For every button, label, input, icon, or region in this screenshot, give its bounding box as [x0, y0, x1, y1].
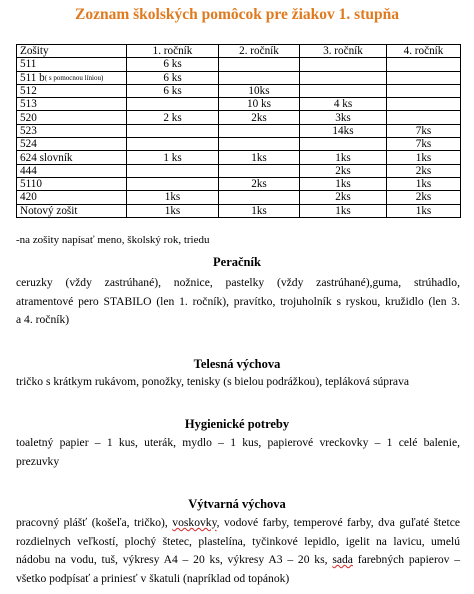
hygiena-line-2: prezuvky: [16, 454, 60, 468]
header-rocnik-4: 4. ročník: [387, 45, 461, 58]
cell-rocnik-2: 2ks: [219, 177, 300, 190]
section-title-peracnik: Peračník: [213, 255, 261, 269]
cell-zosit-label: 513: [20, 98, 37, 111]
table-row: [17, 124, 461, 137]
cell-rocnik-3: 4 ks: [300, 98, 387, 111]
cell-rocnik-1: 2 ks: [127, 111, 219, 124]
section-body-peracnik: [16, 274, 460, 330]
cell-rocnik-1: [127, 177, 219, 190]
cell-rocnik-1: [127, 164, 219, 177]
cell-rocnik-3: [300, 138, 387, 151]
vytvarna-line-2: rozdielnych veľkostí, plochý štetec, plastelína, tyčinkové lepidlo, igelit na lavicu, umelú: [16, 534, 460, 548]
cell-rocnik-1: [127, 98, 219, 111]
table-row: [17, 164, 461, 177]
cell-rocnik-3: 1ks: [300, 151, 387, 164]
cell-rocnik-2: 10 ks: [219, 98, 300, 111]
cell-rocnik-1: [127, 138, 219, 151]
table-note: -na zošity napísať meno, školský rok, triedu: [16, 234, 210, 246]
table-row: [17, 98, 461, 111]
section-body-hygiena: [16, 434, 460, 471]
cell-rocnik-4: 2ks: [387, 191, 461, 204]
cell-zosit-label: 512: [20, 85, 37, 98]
vytvarna-line-1-a: pracovný plášť (košeľa, tričko),: [16, 516, 173, 529]
cell-rocnik-2: [219, 164, 300, 177]
cell-rocnik-4: [387, 71, 461, 84]
cell-zosit-label: Notový zošit: [20, 204, 78, 217]
cell-rocnik-3: 1ks: [300, 177, 387, 190]
header-rocnik-2: 2. ročník: [219, 45, 300, 58]
peracnik-line-1: ceruzky (vždy zastrúhané), nožnice, pastelky (vždy zastrúhané),guma, strúhadlo,: [16, 276, 460, 289]
cell-rocnik-3: 3ks: [300, 111, 387, 124]
cell-rocnik-4: 1ks: [387, 151, 461, 164]
cell-rocnik-4: 7ks: [387, 124, 461, 137]
cell-rocnik-3: 14ks: [300, 124, 387, 137]
vytvarna-line-1-b: voskovky: [172, 516, 217, 529]
cell-rocnik-2: 2ks: [219, 111, 300, 124]
cell-zosit: [17, 71, 127, 84]
cell-rocnik-2: [219, 124, 300, 137]
vytvarna-line-4: všetko podpísať a priniesť v škatuli (napríklad od topánok): [16, 571, 290, 585]
cell-zosit: [17, 204, 127, 217]
table-row: [17, 204, 461, 217]
cell-rocnik-2: [219, 71, 300, 84]
vytvarna-line-3-a: nádobu na vodu, tuš, výkresy A4 – 20 ks, výkresy A3 – 20 ks,: [16, 553, 333, 566]
cell-zosit-label: 524: [20, 138, 37, 151]
cell-rocnik-2: [219, 191, 300, 204]
hygiena-line-1: toaletný papier – 1 kus, uterák, mydlo – 1 kus, papierové vreckovky – 1 celé balenie,: [16, 436, 460, 449]
cell-rocnik-4: 1ks: [387, 204, 461, 217]
cell-rocnik-4: [387, 98, 461, 111]
cell-zosit: [17, 164, 127, 177]
section-body-vytvarna: [16, 514, 460, 588]
cell-zosit: [17, 124, 127, 137]
cell-zosit-label: 5110: [20, 178, 42, 191]
vytvarna-line-1: [16, 514, 460, 533]
cell-rocnik-4: [387, 111, 461, 124]
peracnik-line-3: a 4. ročník): [16, 313, 70, 326]
cell-rocnik-3: 2ks: [300, 191, 387, 204]
cell-zosit: [17, 138, 127, 151]
cell-rocnik-3: [300, 58, 387, 71]
section-title-hygiena: Hygienické potreby: [184, 417, 290, 431]
cell-zosit-label: 511 b: [20, 71, 45, 84]
supplies-table: [16, 44, 461, 218]
table-row: [17, 58, 461, 71]
cell-zosit-note: ( s pomocnou líniou): [44, 73, 104, 82]
cell-rocnik-3: 1ks: [300, 204, 387, 217]
cell-rocnik-2: [219, 58, 300, 71]
table-row: [17, 138, 461, 151]
cell-rocnik-1: 1ks: [127, 191, 219, 204]
vytvarna-line-3: [16, 551, 460, 570]
section-title-vytvarna: Výtvarná výchova: [188, 497, 286, 511]
cell-rocnik-3: [300, 71, 387, 84]
header-rocnik-1: 1. ročník: [127, 45, 219, 58]
header-zosity: Zošity: [17, 45, 127, 58]
cell-zosit-label: 444: [20, 164, 37, 177]
vytvarna-line-3-b: sada: [332, 553, 353, 566]
cell-zosit-label: 420: [20, 191, 37, 204]
cell-rocnik-1: 1 ks: [127, 151, 219, 164]
cell-rocnik-4: [387, 58, 461, 71]
cell-zosit-label: 523: [20, 124, 37, 137]
document-title: Zoznam školských pomôcok pre žiakov 1. stupňa: [75, 6, 399, 23]
cell-zosit-label: 511: [20, 58, 37, 71]
cell-rocnik-4: 2ks: [387, 164, 461, 177]
table-row: [17, 191, 461, 204]
cell-rocnik-2: 10ks: [219, 84, 300, 97]
cell-zosit: [17, 111, 127, 124]
cell-rocnik-4: [387, 84, 461, 97]
cell-rocnik-4: 7ks: [387, 138, 461, 151]
table-row: [17, 111, 461, 124]
telesna-line-1: tričko s krátkym rukávom, ponožky, tenisky (s bielou podrážkou), tepláková súprava: [16, 375, 410, 388]
cell-rocnik-2: 1ks: [219, 204, 300, 217]
table-header-row: [17, 45, 461, 58]
peracnik-line-2: atramentové pero STABILO (len 1. ročník), pravítko, trojuholník s ryskou, kružidlo (len 3.: [16, 294, 460, 308]
section-body-telesna: [16, 373, 460, 392]
table-row: [17, 177, 461, 190]
cell-zosit: [17, 177, 127, 190]
cell-rocnik-1: 6 ks: [127, 71, 219, 84]
cell-rocnik-1: 1ks: [127, 204, 219, 217]
header-rocnik-3: 3. ročník: [300, 45, 387, 58]
table-row: [17, 71, 461, 84]
cell-rocnik-3: [300, 84, 387, 97]
cell-rocnik-4: 1ks: [387, 177, 461, 190]
cell-rocnik-2: [219, 138, 300, 151]
vytvarna-line-1-c: , vodové farby, temperové farby, dva guľaté štetce: [216, 516, 460, 529]
cell-zosit-label: 624 slovník: [20, 151, 73, 164]
cell-rocnik-1: 6 ks: [127, 84, 219, 97]
vytvarna-line-3-c: farebných papierov –: [352, 553, 460, 566]
cell-rocnik-3: 2ks: [300, 164, 387, 177]
cell-rocnik-2: 1ks: [219, 151, 300, 164]
cell-rocnik-1: [127, 124, 219, 137]
cell-zosit: [17, 98, 127, 111]
cell-rocnik-1: 6 ks: [127, 58, 219, 71]
cell-zosit-label: 520: [20, 111, 37, 124]
cell-zosit: [17, 191, 127, 204]
section-title-telesna: Telesná výchova: [193, 357, 281, 371]
cell-zosit: [17, 84, 127, 97]
cell-zosit: [17, 151, 127, 164]
cell-zosit: [17, 58, 127, 71]
table-row: [17, 84, 461, 97]
table-row: [17, 151, 461, 164]
